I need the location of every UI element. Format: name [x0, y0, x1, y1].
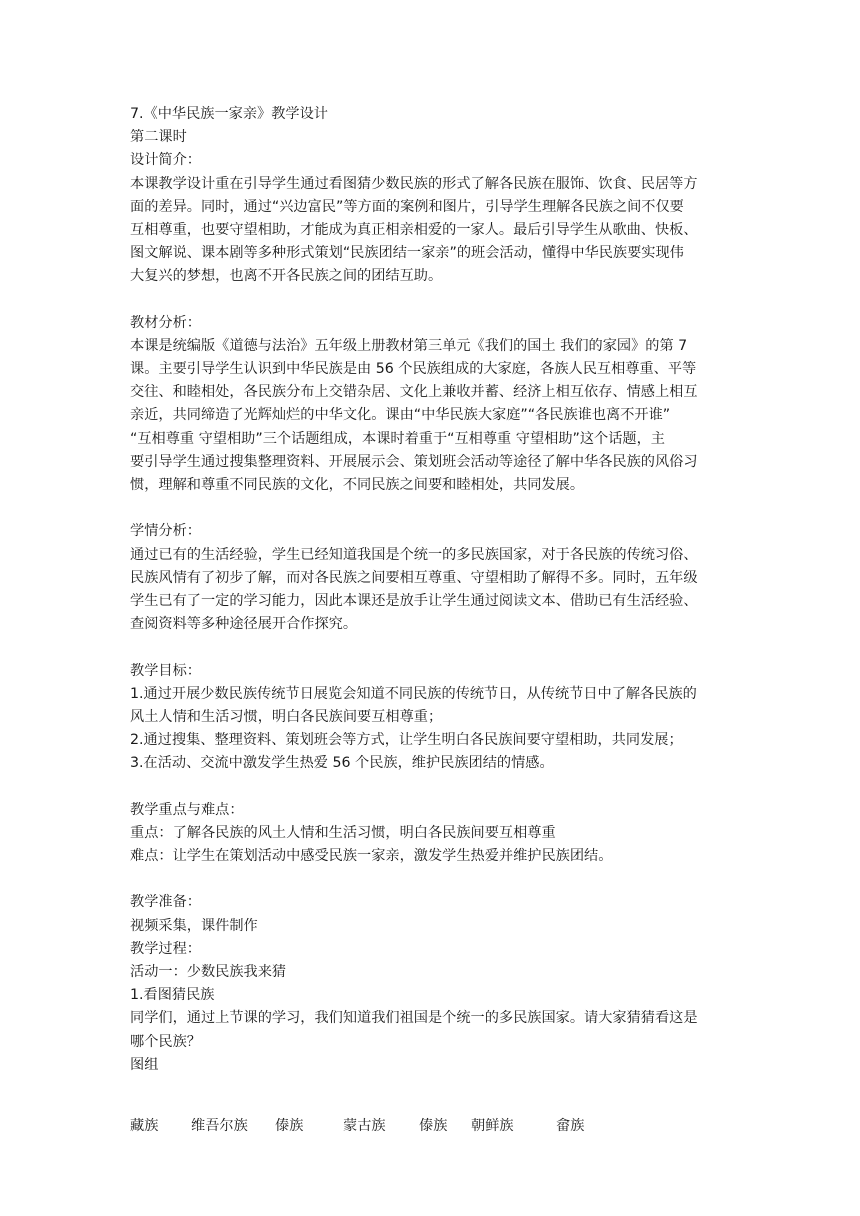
paragraph-line: 查阅资料等多种途径展开合作探究。	[130, 616, 358, 633]
material-heading: 教材分析：	[130, 314, 201, 331]
key-point-line: 重点：了解各民族的风土人情和生活习惯，明白各民族间要互相尊重	[130, 824, 556, 841]
blank-line	[130, 636, 735, 659]
figure-group-label: 图组	[130, 1056, 159, 1073]
preparation-heading: 教学准备：	[130, 894, 201, 911]
process-heading: 教学过程：	[130, 940, 201, 957]
goal-line: 3.在活动、交流中激发学生热爱 56 个民族，维护民族团结的情感。	[130, 755, 554, 772]
paragraph-line: 交往、和睦相处，各民族分布上交错杂居、文化上兼收并蓄、经济上相互依存、情感上相互	[130, 384, 698, 401]
paragraph-line: 本课教学设计重在引导学生通过看图猜少数民族的形式了解各民族在服饰、饮食、民居等方	[130, 175, 698, 192]
paragraph-line: 惯，理解和尊重不同民族的文化，不同民族之间要和睦相处，共同发展。	[130, 477, 585, 493]
paragraph-line: 图文解说、课本剧等多种形式策划“民族团结一家亲”的班会活动，懂得中华民族要实现伟	[130, 245, 684, 262]
design-heading: 设计简介：	[130, 152, 201, 169]
key-points-heading: 教学重点与难点：	[130, 801, 244, 818]
paragraph-line: 通过已有的生活经验，学生已经知道我国是个统一的多民族国家，对于各民族的传统习俗、	[130, 546, 698, 563]
paragraph-line: 大复兴的梦想，也离不开各民族之间的团结互助。	[130, 268, 443, 285]
paragraph-line: 课。主要引导学生认识到中华民族是由 56 个民族组成的大家庭，各族人民互相尊重、平等	[130, 361, 697, 378]
document-title: 7.《中华民族一家亲》教学设计	[130, 106, 328, 122]
paragraph-line: 哪个民族？	[130, 1033, 201, 1050]
blank-line	[130, 289, 735, 312]
blank-line	[130, 497, 735, 520]
goal-line: 1.通过开展少数民族传统节日展览会知道不同民族的传统节日，从传统节日中了解各民族的	[130, 685, 697, 702]
nation-labels-row	[130, 1115, 735, 1138]
paragraph-line: 学生已有了一定的学习能力，因此本课还是放手让学生通过阅读文本、借助已有生活经验、	[130, 592, 698, 609]
goal-line: 2.通过搜集、整理资料、策划班会等方式，让学生明白各民族间要守望相助，共同发展；	[130, 732, 683, 749]
paragraph-line: 互相尊重，也要守望相助，才能成为真正相亲相爱的一家人。最后引导学生从歌曲、快板、	[130, 221, 698, 238]
nation-label: 藏族	[130, 1118, 159, 1135]
paragraph-line: 亲近，共同缔造了光辉灿烂的中华文化。课由“中华民族大家庭”“各民族谁也离不开谁”	[130, 407, 671, 424]
nation-label: 傣族	[419, 1118, 448, 1135]
lesson-label: 第二课时	[130, 129, 187, 146]
nation-label: 朝鲜族	[471, 1118, 514, 1135]
paragraph-line: 本课是统编版《道德与法治》五年级上册教材第三单元《我们的国土 我们的家园》的第 7	[130, 337, 688, 354]
blank-line	[130, 1077, 735, 1100]
blank-line	[130, 868, 735, 891]
paragraph-line: 民族风情有了初步了解，而对各民族之间要相互尊重、守望相助了解得不多。同时，五年级	[130, 569, 698, 586]
step-one-title: 1.看图猜民族	[130, 987, 215, 1004]
activity-one-title: 活动一：少数民族我来猜	[130, 963, 287, 980]
paragraph-line: 要引导学生通过搜集整理资料、开展展示会、策划班会活动等途径了解中华各民族的风俗习	[130, 453, 698, 470]
document-page	[130, 103, 735, 1138]
blank-line	[130, 775, 735, 798]
nation-label: 傣族	[275, 1118, 304, 1135]
goals-heading: 教学目标：	[130, 662, 201, 679]
difficulty-line: 难点：让学生在策划活动中感受民族一家亲，激发学生热爱并维护民族团结。	[130, 848, 613, 864]
paragraph-line: “互相尊重 守望相助”三个话题组成，本课时着重于“互相尊重 守望相助”这个话题，主	[130, 430, 665, 447]
paragraph-line: 同学们，通过上节课的学习，我们知道我们祖国是个统一的多民族国家。请大家猜猜看这是	[130, 1010, 698, 1027]
learner-heading: 学情分析：	[130, 523, 201, 540]
paragraph-line: 面的差异。同时，通过“兴边富民”等方面的案例和图片，引导学生理解各民族之间不仅要	[130, 198, 684, 215]
nation-label: 维吾尔族	[191, 1118, 248, 1135]
nation-label: 畲族	[556, 1118, 585, 1135]
nation-label: 蒙古族	[343, 1118, 386, 1135]
goal-line: 风土人情和生活习惯，明白各民族间要互相尊重；	[130, 708, 443, 725]
preparation-body: 视频采集，课件制作	[130, 917, 258, 934]
